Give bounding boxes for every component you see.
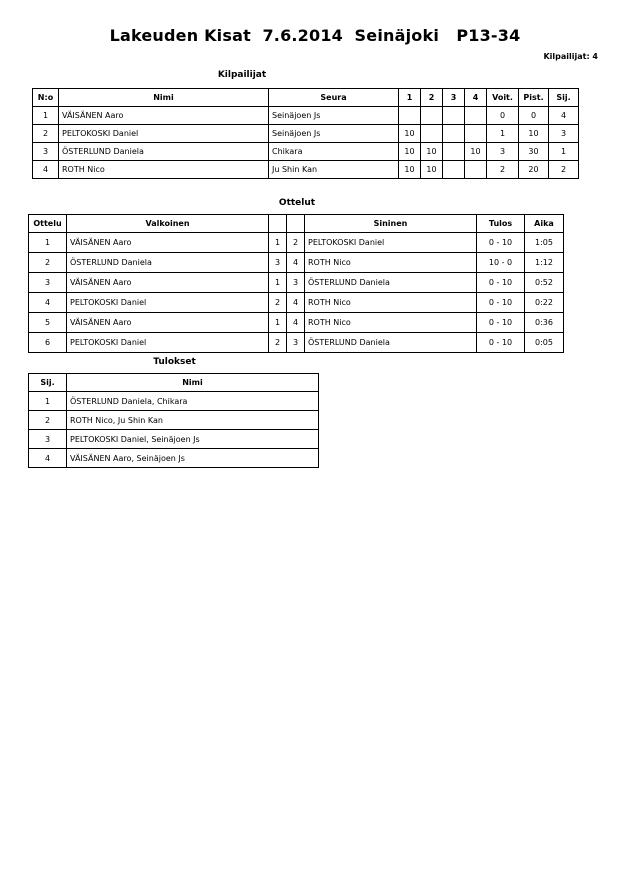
table-row [29,253,564,273]
cell-match-1: 10 [399,161,421,179]
cell-match-2: 10 [421,143,443,161]
matches-table [28,214,564,353]
table-row [33,125,579,143]
table-header-row [29,374,319,392]
cell-match-4 [465,107,487,125]
cell-white-name: ÖSTERLUND Daniela [67,253,269,273]
column-header-blue: Sininen [305,215,477,233]
cell-match-no: 5 [29,313,67,333]
cell-no: 2 [33,125,59,143]
cell-blue-no: 3 [287,273,305,293]
column-header-match-2: 2 [421,89,443,107]
section-heading-results: Tulokset [153,357,196,367]
cell-white-name: PELTOKOSKI Daniel [67,333,269,353]
table-row [29,273,564,293]
cell-club: Chikara [269,143,399,161]
cell-wins: 2 [487,161,519,179]
cell-match-no: 1 [29,233,67,253]
cell-match-1 [399,107,421,125]
cell-no: 1 [33,107,59,125]
cell-wins: 3 [487,143,519,161]
table-row [33,161,579,179]
cell-points: 30 [519,143,549,161]
cell-match-2: 10 [421,161,443,179]
cell-match-no: 4 [29,293,67,313]
cell-match-3 [443,107,465,125]
cell-result: 0 - 10 [477,273,525,293]
cell-white-no: 1 [269,313,287,333]
cell-result: 0 - 10 [477,233,525,253]
cell-result: 0 - 10 [477,293,525,313]
cell-white-name: VÄISÄNEN Aaro [67,233,269,253]
cell-white-no: 2 [269,293,287,313]
cell-rank: 4 [549,107,579,125]
cell-name: PELTOKOSKI Daniel, Seinäjoen Js [67,430,319,449]
table-row [33,107,579,125]
cell-match-no: 3 [29,273,67,293]
column-header-name: Nimi [67,374,319,392]
column-header-blue-no [287,215,305,233]
table-header-row [33,89,579,107]
column-header-match-4: 4 [465,89,487,107]
column-header-name: Nimi [59,89,269,107]
cell-result: 0 - 10 [477,333,525,353]
cell-rank: 4 [29,449,67,468]
table-header-row [29,215,564,233]
cell-white-no: 2 [269,333,287,353]
table-row [29,411,319,430]
cell-white-no: 3 [269,253,287,273]
column-header-no: N:o [33,89,59,107]
cell-blue-name: ROTH Nico [305,253,477,273]
column-header-white-no [269,215,287,233]
section-heading-matches: Ottelut [278,198,316,208]
cell-match-2 [421,107,443,125]
cell-match-4 [465,125,487,143]
table-row [29,392,319,411]
table-row [29,333,564,353]
cell-match-3 [443,125,465,143]
cell-white-no: 1 [269,273,287,293]
cell-match-1: 10 [399,125,421,143]
cell-club: Ju Shin Kan [269,161,399,179]
table-row [29,313,564,333]
cell-blue-name: PELTOKOSKI Daniel [305,233,477,253]
cell-wins: 0 [487,107,519,125]
cell-time: 1:12 [525,253,564,273]
cell-white-name: PELTOKOSKI Daniel [67,293,269,313]
table-row [29,293,564,313]
table-row [29,430,319,449]
cell-rank: 3 [549,125,579,143]
page-title: Lakeuden Kisat 7.6.2014 Seinäjoki P13-34 [109,26,521,45]
cell-blue-name: ROTH Nico [305,293,477,313]
cell-wins: 1 [487,125,519,143]
section-heading-competitors: Kilpailijat [217,70,267,80]
table-row [29,233,564,253]
column-header-match: Ottelu [29,215,67,233]
column-header-match-1: 1 [399,89,421,107]
table-row [33,143,579,161]
cell-name: ÖSTERLUND Daniela, Chikara [67,392,319,411]
cell-rank: 2 [549,161,579,179]
cell-blue-name: ROTH Nico [305,313,477,333]
cell-blue-no: 4 [287,253,305,273]
cell-points: 20 [519,161,549,179]
cell-time: 0:52 [525,273,564,293]
cell-no: 3 [33,143,59,161]
cell-match-3 [443,161,465,179]
cell-points: 0 [519,107,549,125]
competitors-table [32,88,579,179]
cell-match-3 [443,143,465,161]
cell-match-4: 10 [465,143,487,161]
cell-white-no: 1 [269,233,287,253]
cell-name: ROTH Nico [59,161,269,179]
cell-rank: 2 [29,411,67,430]
cell-blue-no: 2 [287,233,305,253]
column-header-match-3: 3 [443,89,465,107]
column-header-rank: Sij. [549,89,579,107]
cell-name: ÖSTERLUND Daniela [59,143,269,161]
results-table [28,373,319,468]
cell-match-4 [465,161,487,179]
cell-time: 1:05 [525,233,564,253]
cell-blue-name: ÖSTERLUND Daniela [305,333,477,353]
cell-points: 10 [519,125,549,143]
table-row [29,449,319,468]
column-header-white: Valkoinen [67,215,269,233]
cell-rank: 1 [29,392,67,411]
cell-result: 10 - 0 [477,253,525,273]
cell-blue-no: 4 [287,293,305,313]
column-header-time: Aika [525,215,564,233]
cell-name: VÄISÄNEN Aaro, Seinäjoen Js [67,449,319,468]
cell-match-2 [421,125,443,143]
cell-time: 0:05 [525,333,564,353]
cell-time: 0:22 [525,293,564,313]
column-header-wins: Voit. [487,89,519,107]
cell-result: 0 - 10 [477,313,525,333]
column-header-result: Tulos [477,215,525,233]
cell-blue-no: 4 [287,313,305,333]
cell-name: VÄISÄNEN Aaro [59,107,269,125]
cell-club: Seinäjoen Js [269,107,399,125]
cell-match-no: 6 [29,333,67,353]
cell-white-name: VÄISÄNEN Aaro [67,273,269,293]
cell-blue-name: ÖSTERLUND Daniela [305,273,477,293]
cell-name: PELTOKOSKI Daniel [59,125,269,143]
cell-name: ROTH Nico, Ju Shin Kan [67,411,319,430]
cell-rank: 3 [29,430,67,449]
competitors-count-label: Kilpailijat: 4 [543,52,598,61]
cell-rank: 1 [549,143,579,161]
cell-no: 4 [33,161,59,179]
cell-match-1: 10 [399,143,421,161]
cell-white-name: VÄISÄNEN Aaro [67,313,269,333]
cell-time: 0:36 [525,313,564,333]
column-header-points: Pist. [519,89,549,107]
cell-club: Seinäjoen Js [269,125,399,143]
cell-match-no: 2 [29,253,67,273]
cell-blue-no: 3 [287,333,305,353]
column-header-club: Seura [269,89,399,107]
column-header-rank: Sij. [29,374,67,392]
